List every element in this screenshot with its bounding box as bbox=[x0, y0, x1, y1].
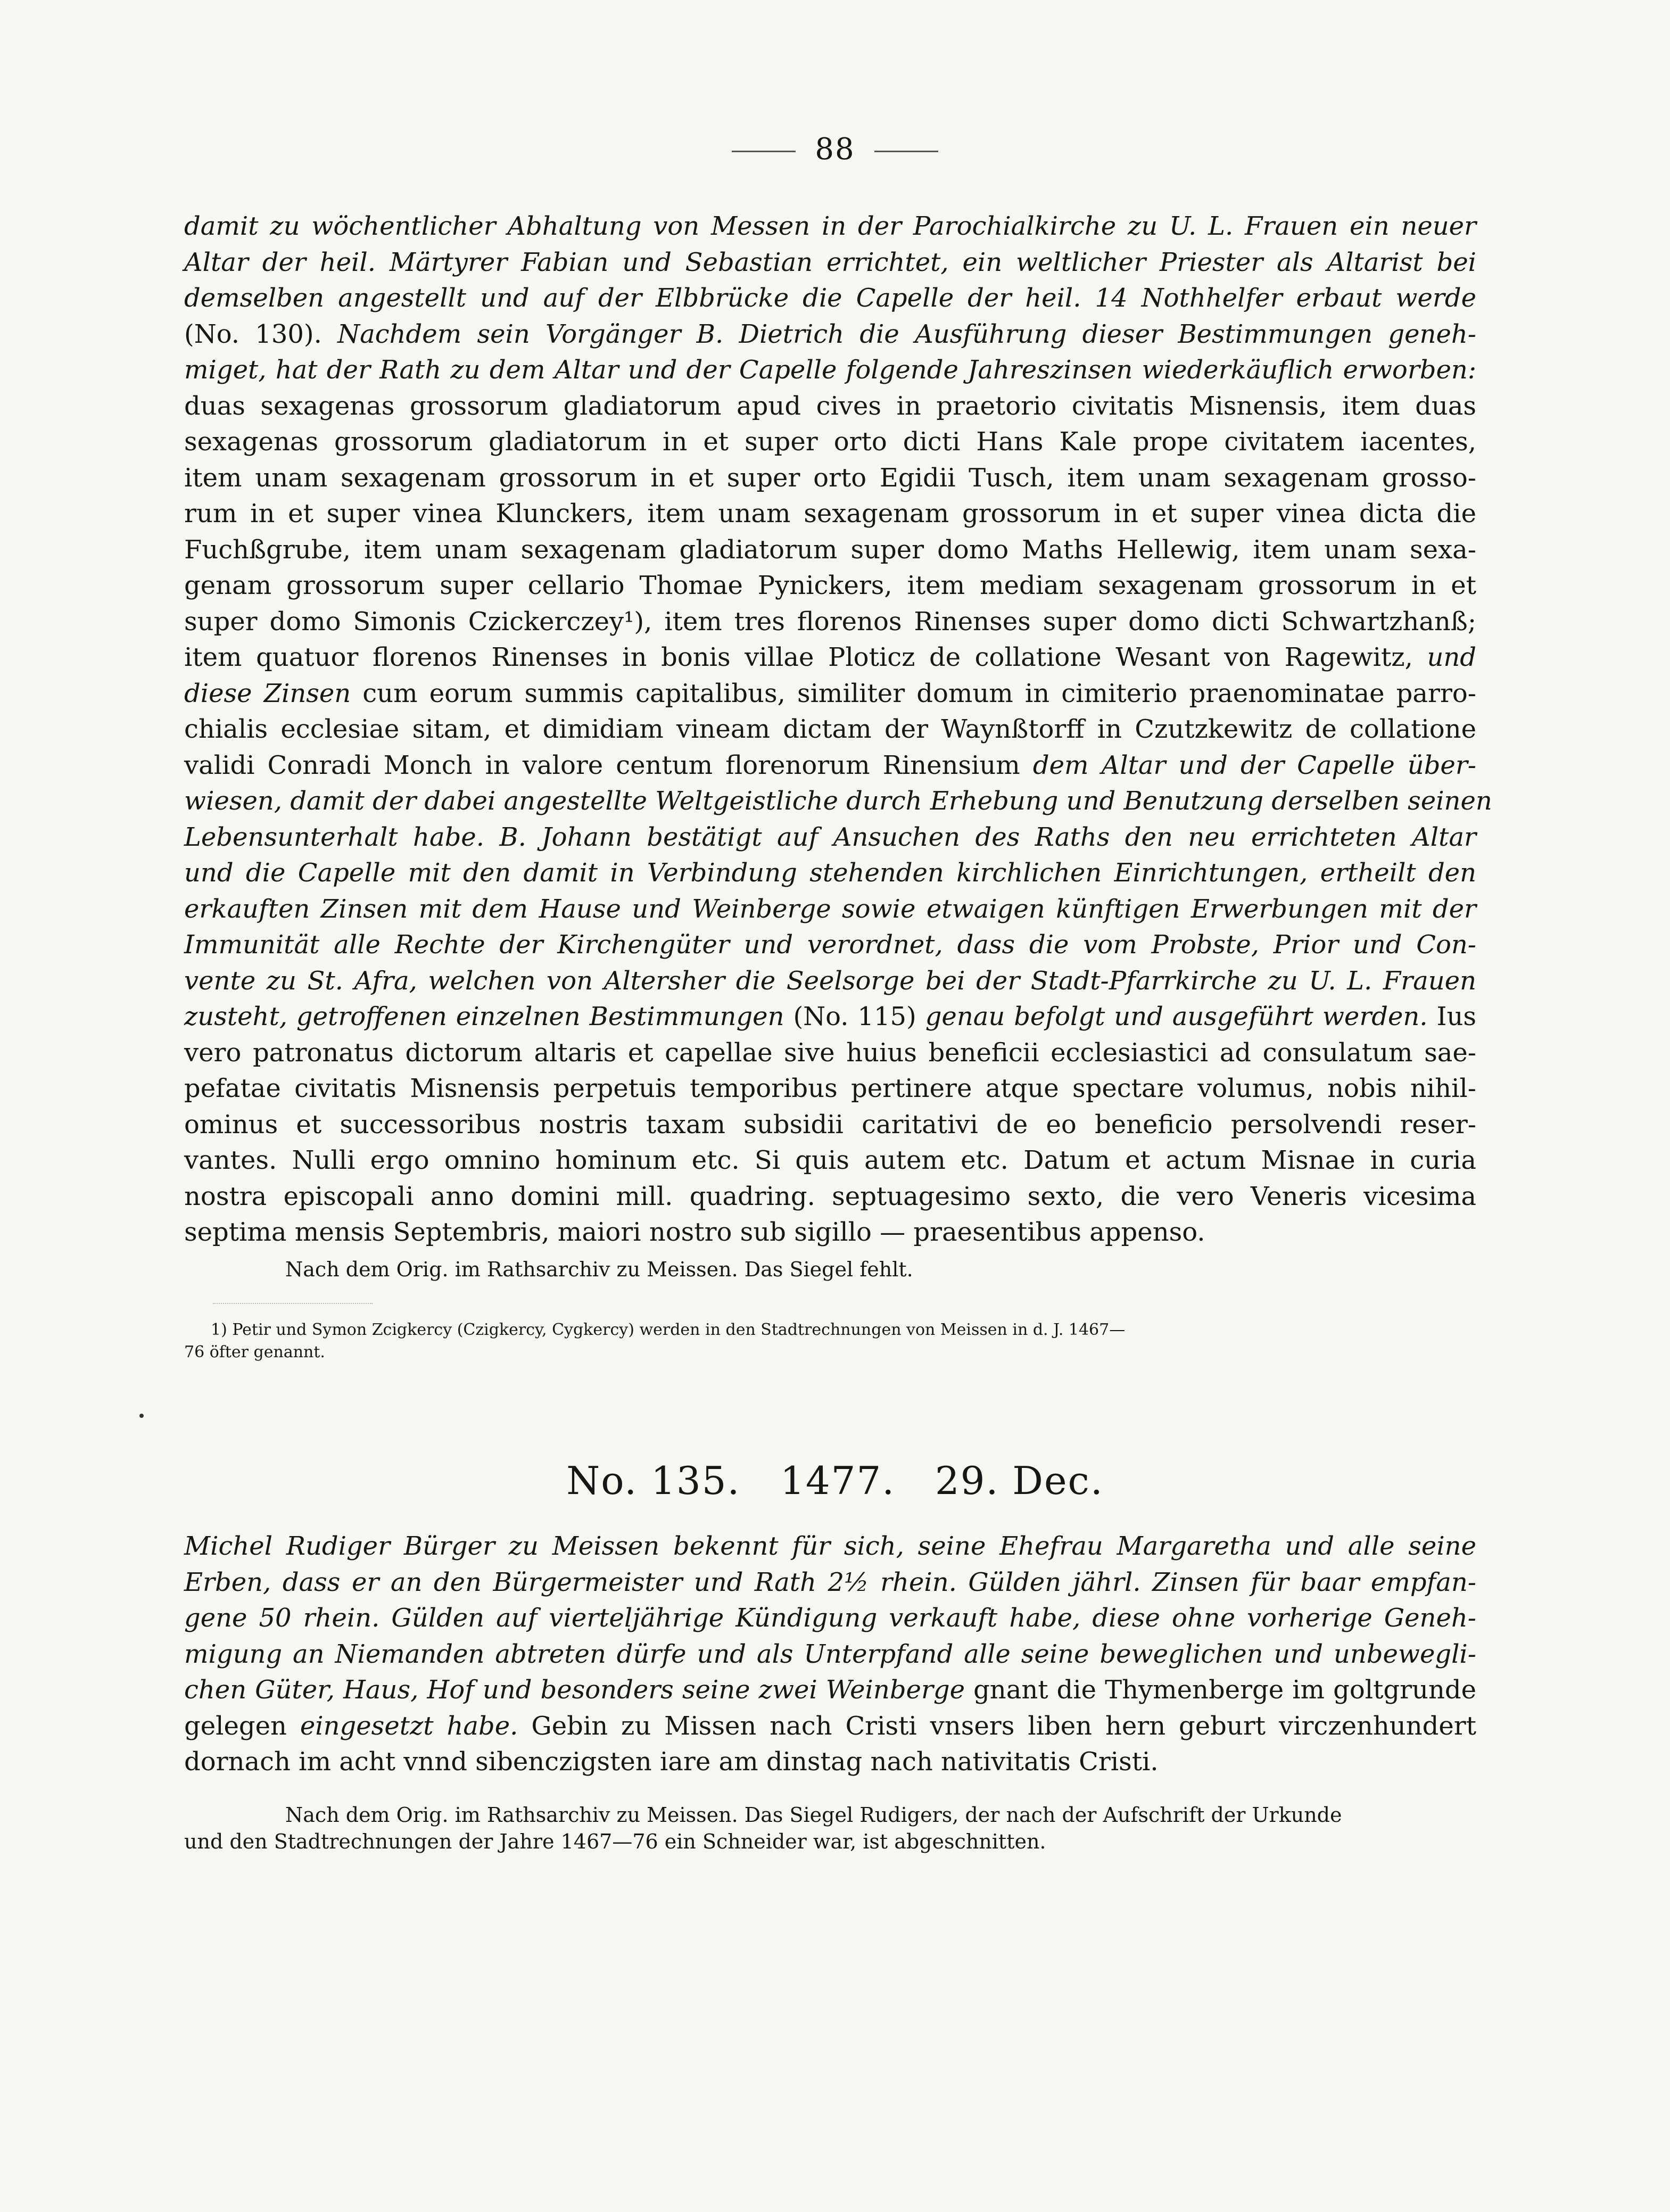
text-line bbox=[184, 855, 1476, 892]
page-number: 88 bbox=[815, 132, 855, 167]
italic-text: Immunität alle Rechte der Kirchengüter und verordnet, dass die vom Probste, Prior und Con- bbox=[184, 930, 1476, 960]
roman-text: ominus et successoribus nostris taxam subsidii caritativi de eo beneficio persolvendi reser- bbox=[184, 1109, 1476, 1140]
text-line bbox=[184, 748, 1476, 784]
text-line bbox=[184, 963, 1476, 1000]
italic-text: Michel Rudiger Bürger zu Meissen bekennt für sich, seine Ehefrau Margaretha und alle seine bbox=[184, 1531, 1476, 1561]
text-line bbox=[184, 245, 1476, 281]
footnote-line-1: 1) Petir und Symon Zcigkercy (Czigkercy, Cygkercy) werden in den Stadtrechnungen von Meissen in d. J. 1467— bbox=[211, 1320, 1126, 1339]
italic-text: damit zu wöchentlicher Abhaltung von Messen in der Parochialkirche zu U. L. Frauen ein neuer bbox=[184, 211, 1476, 241]
italic-text: genau befolgt und ausgeführt werden. bbox=[925, 1002, 1437, 1031]
roman-text: item quatuor florenos Rinenses in bonis villae Ploticz de collatione Wesant von Ragewitz, bbox=[184, 642, 1427, 672]
archive-note-1: Nach dem Orig. im Rathsarchiv zu Meissen. Das Siegel fehlt. bbox=[285, 1258, 913, 1281]
roman-text: (No. 130). bbox=[184, 319, 338, 349]
header-rule-left bbox=[732, 151, 796, 152]
italic-text: gene 50 rhein. Gülden auf vierteljährige Kündigung verkauft habe, diese ohne vorherige Geneh- bbox=[184, 1603, 1476, 1633]
text-line bbox=[184, 389, 1476, 425]
italic-text: und bbox=[1427, 642, 1476, 672]
archive-note-2 bbox=[184, 1802, 1476, 1855]
text-line bbox=[184, 1708, 1476, 1745]
roman-text: duas sexagenas grossorum gladiatorum apud cives in praetorio civitatis Misnensis, item duas bbox=[184, 391, 1476, 421]
text-line bbox=[184, 1035, 1476, 1071]
text-line bbox=[184, 999, 1476, 1035]
text-line bbox=[184, 1565, 1476, 1601]
text-line bbox=[184, 352, 1476, 389]
italic-text: diese Zinsen bbox=[184, 678, 363, 708]
roman-text: (No. 115) bbox=[793, 1002, 925, 1031]
footnote-rule bbox=[213, 1303, 373, 1304]
text-line bbox=[184, 712, 1476, 748]
roman-text: gnant die Thymenberge im goltgrunde bbox=[973, 1675, 1476, 1705]
footnote bbox=[184, 1319, 1476, 1364]
text-line bbox=[184, 1071, 1476, 1107]
roman-text: sexagenas grossorum gladiatorum in et super orto dicti Hans Kale prope civitatem iacentes, bbox=[184, 427, 1476, 457]
roman-text: Gebin zu Missen nach Cristi vnsers liben hern geburt virczenhundert bbox=[531, 1711, 1476, 1741]
roman-text: nostra episcopali anno domini mill. quadring. septuagesimo sexto, die vero Veneris vicesima bbox=[184, 1181, 1476, 1211]
archive-note-2-line-2: und den Stadtrechnungen der Jahre 1467—76 ein Schneider war, ist abgeschnitten. bbox=[184, 1830, 1046, 1853]
italic-text: erkauften Zinsen mit dem Hause und Weinberge sowie etwaigen künftigen Erwerbungen mit der bbox=[184, 894, 1476, 924]
italic-text: Nachdem sein Vorgänger B. Dietrich die Ausführung dieser Bestimmungen geneh- bbox=[337, 319, 1477, 349]
text-line bbox=[184, 1637, 1476, 1673]
text-line bbox=[184, 568, 1476, 604]
italic-text: Erben, dass er an den Bürgermeister und Rath 2½ rhein. Gülden jährl. Zinsen für baar empfan- bbox=[184, 1567, 1476, 1597]
text-line bbox=[184, 280, 1476, 317]
header-rule-right bbox=[874, 151, 938, 152]
roman-text: chialis ecclesiae sitam, et dimidiam vineam dictam der Waynßtorff in Czutzkewitz de collatione bbox=[184, 714, 1476, 744]
text-line bbox=[184, 1215, 1476, 1251]
text-line bbox=[184, 1143, 1476, 1179]
text-line bbox=[184, 1107, 1476, 1143]
roman-text: genam grossorum super cellario Thomae Pynickers, item mediam sexagenam grossorum in et bbox=[184, 571, 1476, 600]
text-line bbox=[184, 1672, 1476, 1708]
text-line bbox=[184, 676, 1476, 712]
roman-text: septima mensis Septembris, maiori nostro sub sigillo — praesentibus appenso. bbox=[184, 1217, 1205, 1247]
text-line bbox=[184, 209, 1476, 245]
text-line bbox=[184, 1600, 1476, 1637]
italic-text: miget, hat der Rath zu dem Altar und der Capelle folgende Jahreszinsen wiederkäuflich erworben: bbox=[184, 355, 1476, 385]
text-line bbox=[184, 424, 1476, 460]
paragraph-no-134-continuation bbox=[184, 209, 1492, 1251]
footnote-line-2: 76 öfter genannt. bbox=[184, 1343, 325, 1361]
text-line bbox=[184, 604, 1476, 640]
text-line bbox=[184, 783, 1492, 820]
archive-note-2-line-1: Nach dem Orig. im Rathsarchiv zu Meissen. Das Siegel Rudigers, der nach der Aufschrift der Urkunde bbox=[285, 1803, 1342, 1827]
italic-text: demselben angestellt und auf der Elbbrücke die Capelle der heil. 14 Nothhelfer erbaut werde bbox=[184, 283, 1476, 313]
italic-text: migung an Niemanden abtreten dürfe und als Unterpfand alle seine beweglichen und unbewegli- bbox=[184, 1639, 1476, 1669]
roman-text: dornach im acht vnnd sibenczigsten iare am dinstag nach nativitatis Cristi. bbox=[184, 1747, 1159, 1777]
margin-dot bbox=[139, 1414, 144, 1418]
italic-text: zusteht, getroffenen einzelnen Bestimmungen bbox=[184, 1002, 793, 1031]
text-line bbox=[184, 317, 1476, 353]
text-line bbox=[184, 927, 1476, 963]
roman-text: item unam sexagenam grossorum in et super orto Egidii Tusch, item unam sexagenam grosso- bbox=[184, 463, 1476, 493]
roman-text: vero patronatus dictorum altaris et capellae sive huius beneficii ecclesiastici ad consulatum sae- bbox=[184, 1037, 1476, 1068]
page-number-header bbox=[0, 132, 1670, 167]
italic-text: vente zu St. Afra, welchen von Altersher die Seelsorge bei der Stadt-Pfarrkirche zu U. L. Frauen bbox=[184, 965, 1476, 996]
roman-text: vantes. Nulli ergo omnino hominum etc. Si quis autem etc. Datum et actum Misnae in curia bbox=[184, 1145, 1476, 1175]
italic-text: dem Altar und der Capelle über- bbox=[1032, 750, 1477, 780]
roman-text: cum eorum summis capitalibus, similiter domum in cimiterio praenominatae parro- bbox=[362, 678, 1477, 708]
roman-text: Fuchßgrube, item unam sexagenam gladiatorum super domo Maths Hellewig, item unam sexa- bbox=[184, 534, 1476, 565]
text-line bbox=[184, 460, 1476, 497]
text-line bbox=[184, 496, 1476, 532]
text-line bbox=[184, 820, 1476, 856]
text-line bbox=[184, 1179, 1476, 1215]
roman-text: Ius bbox=[1436, 1002, 1477, 1031]
roman-text: gelegen bbox=[184, 1711, 300, 1741]
italic-text: und die Capelle mit den damit in Verbindung stehenden kirchlichen Einrichtungen, ertheilt den bbox=[184, 858, 1476, 888]
text-line bbox=[184, 892, 1476, 928]
roman-text: rum in et super vinea Klunckers, item unam sexagenam grossorum in et super vinea dicta die bbox=[184, 499, 1476, 529]
italic-text: eingesetzt habe. bbox=[300, 1711, 532, 1741]
italic-text: Altar der heil. Märtyrer Fabian und Sebastian errichtet, ein weltlicher Priester als Altarist bei bbox=[184, 247, 1476, 277]
text-line bbox=[184, 640, 1476, 676]
roman-text: validi Conradi Monch in valore centum florenorum Rinensium bbox=[184, 750, 1033, 780]
text-line bbox=[184, 1529, 1476, 1565]
document-heading: No. 135. 1477. 29. Dec. bbox=[566, 1458, 1104, 1503]
italic-text: wiesen, damit der dabei angestellte Weltgeistliche durch Erhebung und Benutzung derselben seinen bbox=[184, 786, 1492, 816]
italic-text: Lebensunterhalt habe. B. Johann bestätigt auf Ansuchen des Raths den neu errichteten Altar bbox=[184, 822, 1476, 852]
paragraph-no-135 bbox=[184, 1529, 1476, 1780]
text-line bbox=[184, 1744, 1476, 1780]
roman-text: super domo Simonis Czickerczey¹), item tres florenos Rinenses super domo dicti Schwartzhanß; bbox=[184, 606, 1476, 637]
text-line bbox=[184, 532, 1476, 568]
italic-text: chen Güter, Haus, Hof und besonders seine zwei Weinberge bbox=[184, 1675, 974, 1705]
roman-text: pefatae civitatis Misnensis perpetuis temporibus pertinere atque spectare volumus, nobis nihil- bbox=[184, 1074, 1476, 1103]
